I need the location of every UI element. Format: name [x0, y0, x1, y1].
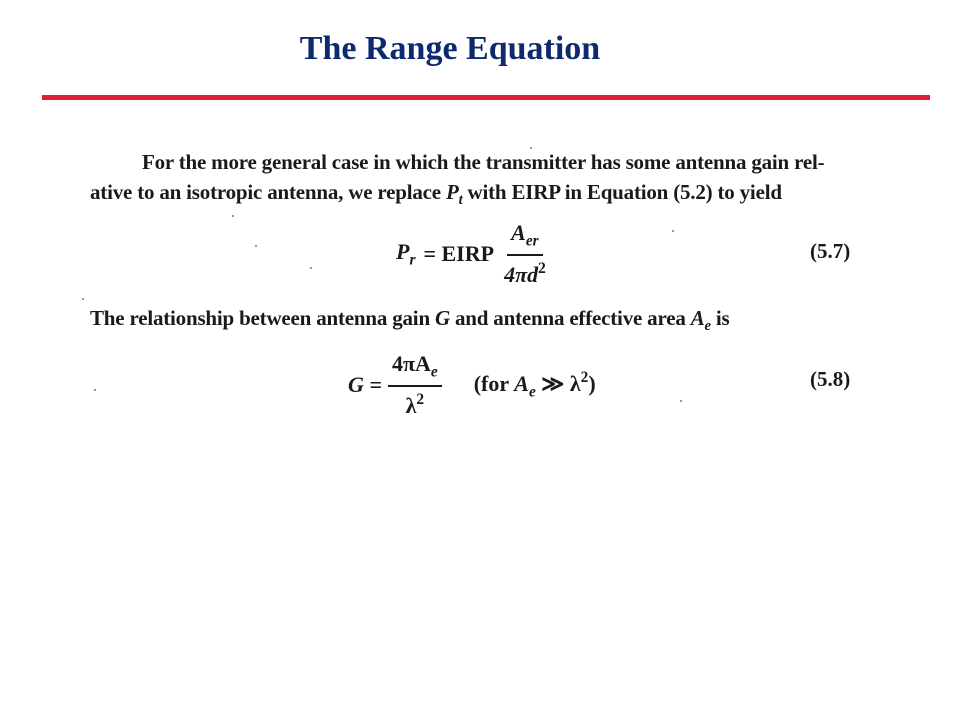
equation-5-8: [348, 351, 596, 420]
eq-equals-eirp: = EIRP: [423, 241, 495, 267]
title-divider: [42, 95, 930, 100]
symbol-ae: $A_e$: [690, 306, 711, 335]
text-run: ative to an isotropic antenna, we replace: [90, 180, 446, 204]
equation-number: (5.7): [810, 239, 851, 263]
scan-speck: [680, 400, 682, 402]
fraction-denominator: $4\pi d^2$: [504, 260, 546, 288]
symbol-p: $P_t$: [445, 180, 463, 209]
fraction-numerator: $4\pi A_e$: [388, 351, 442, 387]
paragraph-eirp: [90, 147, 824, 215]
scan-speck: [530, 147, 532, 149]
fraction: [388, 351, 442, 420]
equation-5-7: [396, 220, 556, 289]
scan-speck: [310, 267, 312, 269]
scan-speck: [672, 230, 674, 232]
text-run: For the more general case in which the transmitter has some antenna gain rel-: [142, 150, 825, 174]
text-run: The relationship between antenna gain: [90, 306, 435, 330]
fraction-denominator: $\lambda^2$: [405, 391, 425, 419]
paragraph-line: [90, 177, 824, 215]
scanned-textbook-excerpt: [80, 135, 880, 425]
scan-speck: [232, 215, 234, 217]
text-run: is: [710, 306, 730, 330]
equation-number: (5.8): [810, 367, 851, 391]
eq-lhs: G =: [348, 372, 382, 398]
scan-speck: [82, 298, 84, 300]
paragraph-gain-area: [90, 303, 730, 341]
symbol-g: G: [434, 306, 450, 330]
eq-lhs: $P_r$: [396, 239, 416, 269]
fraction: [500, 220, 550, 289]
text-run: with EIRP in Equation (5.2) to yield: [462, 180, 782, 204]
scan-speck: [255, 245, 257, 247]
fraction-numerator: $A_{er}$: [507, 220, 543, 256]
eq-condition: (for $A_e$ ≫ $\lambda^2$): [473, 369, 596, 401]
text-run: and antenna effective area: [449, 306, 691, 330]
paragraph-line: [90, 147, 824, 177]
slide-title: The Range Equation: [299, 30, 601, 67]
scan-speck: [94, 389, 96, 391]
